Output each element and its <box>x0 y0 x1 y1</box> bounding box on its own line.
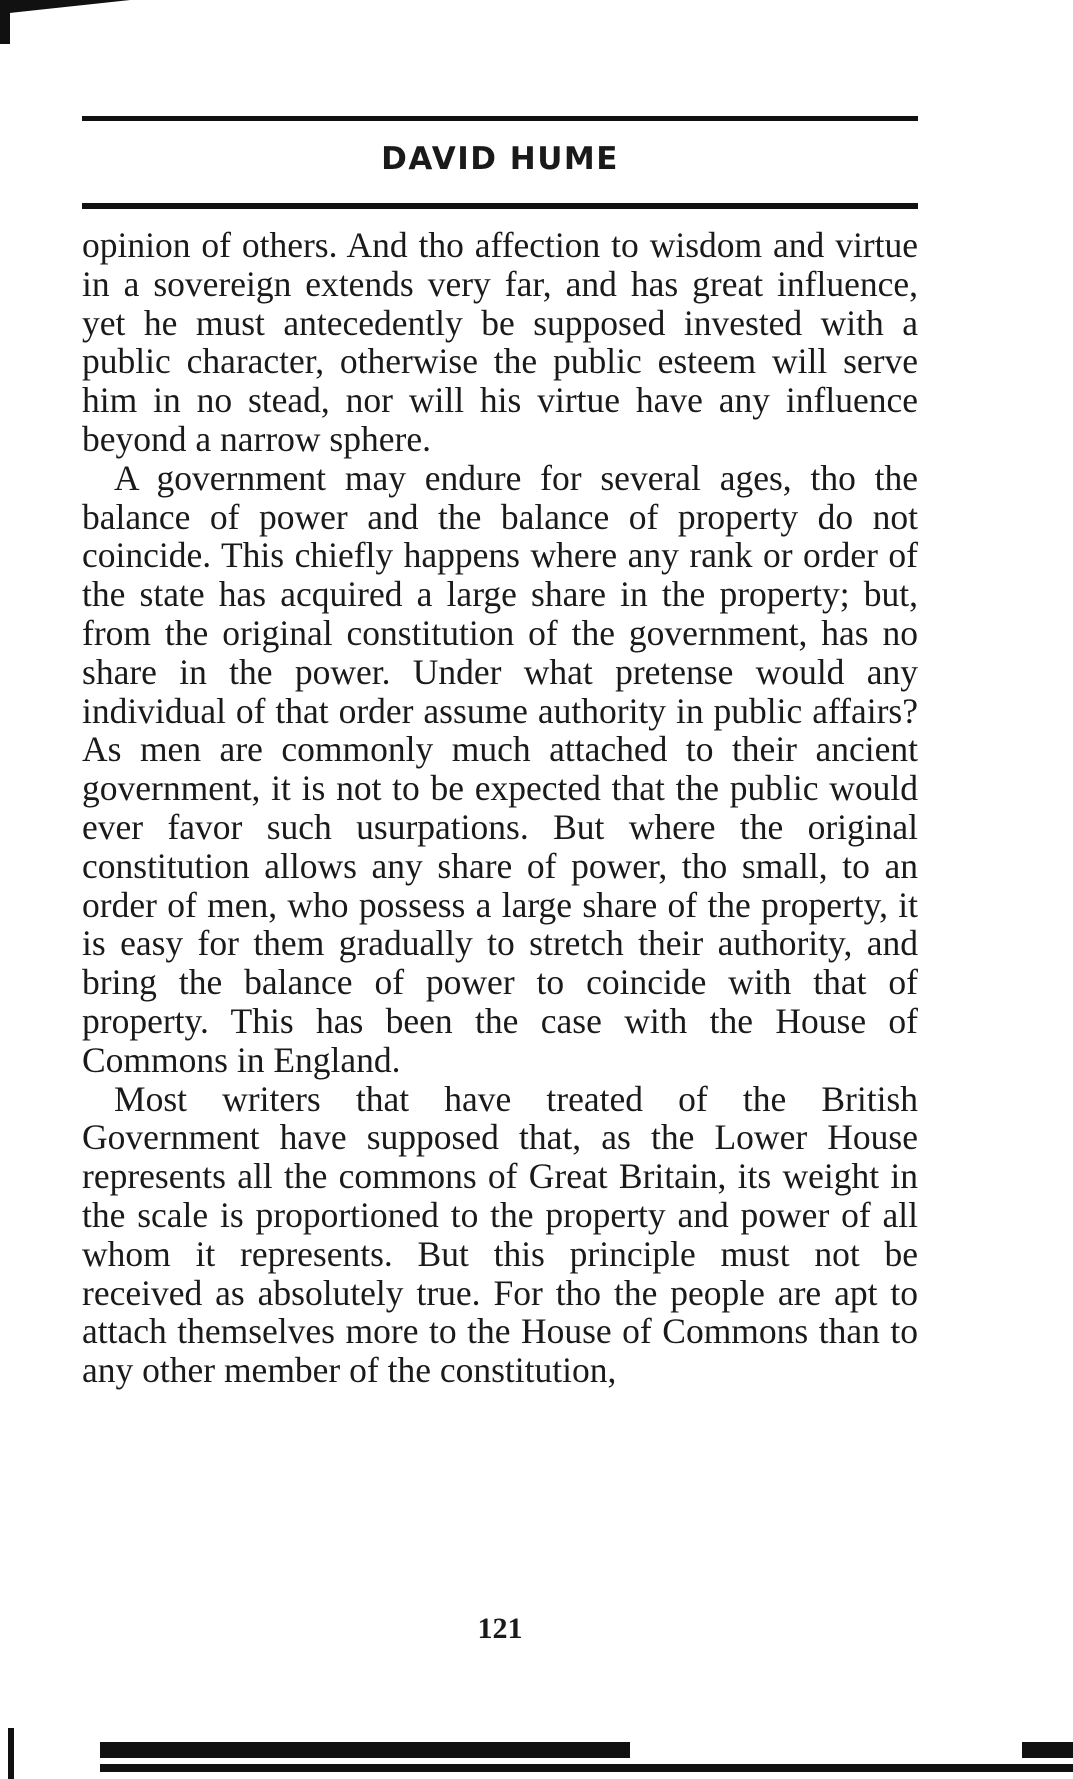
bottom-scan-edge <box>8 1728 14 1779</box>
body-text <box>82 226 918 1390</box>
paragraph-3: Most writers that have treated of the British Government have supposed that, as the Lower House represents all the commons of Great Britain, its weight in the scale is proportioned to the property and power of all whom it represents. But this principle must not be received as absolutely true. For tho the people are apt to attach themselves more to the House of Commons than to any other member of the constitution, <box>82 1078 918 1391</box>
running-head: DAVID HUME <box>381 141 619 177</box>
corner-scan-mark <box>0 0 130 14</box>
corner-scan-edge <box>0 0 10 44</box>
paragraph-1: opinion of others. And tho affection to wisdom and virtue in a sovereign extends very far, and has great influence, yet he must antecedently be supposed invested with a public character, otherwise the public esteem will serve him in no stead, nor will his virtue have any influence beyond a narrow sphere. <box>82 225 918 459</box>
bottom-scan-line <box>100 1764 1073 1772</box>
bottom-scan-corner <box>1022 1742 1073 1758</box>
page-number: 121 <box>477 1612 523 1645</box>
bottom-scan-bar <box>100 1742 630 1758</box>
header-rule-top <box>82 116 918 121</box>
paragraph-2: A government may endure for several ages, tho the balance of power and the balance of property do not coincide. This chiefly happens where any rank or order of the state has acquired a large share in the property; but, from the original constitution of the government, has no share in the power. Under what pretense would any individual of that order assume authority in public affairs? As men are commonly much attached to their ancient government, it is not to be expected that the public would ever favor such usurpations. But where the original constitution allows any share of power, tho small, to an order of men, who possess a large share of the property, it is easy for them gradually to stretch their authority, and bring the balance of power to coincide with that of property. This has been the case with the House of Commons in England. <box>82 457 918 1080</box>
header-rule-bottom <box>82 203 918 209</box>
